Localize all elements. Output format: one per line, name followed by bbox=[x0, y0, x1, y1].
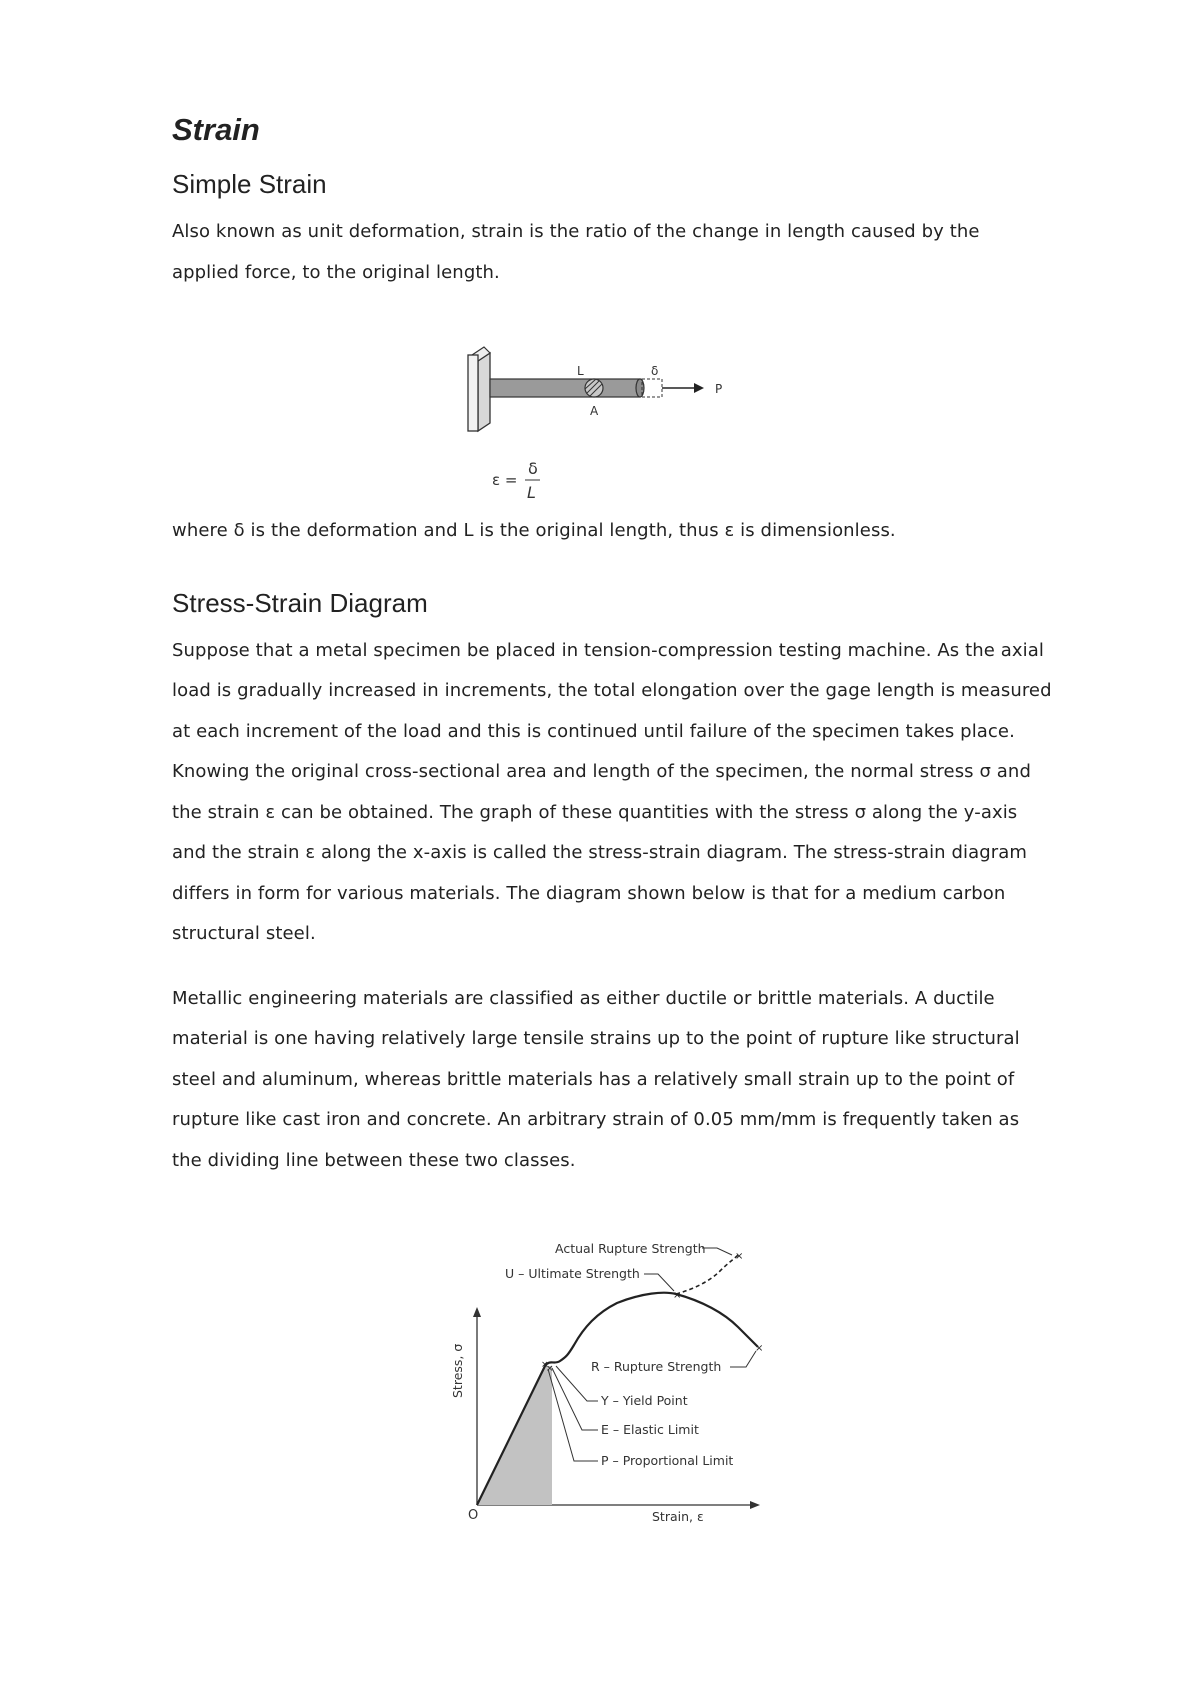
bar-figure bbox=[172, 341, 1052, 503]
paragraph-simple-strain: Also known as unit deformation, strain is the ratio of the change in length caused by the applied force, to the original length. bbox=[172, 221, 980, 283]
marker-elastic: × bbox=[546, 1364, 554, 1374]
formula-lhs: ε = bbox=[492, 471, 518, 489]
wall-face bbox=[468, 355, 478, 431]
document-page bbox=[172, 110, 1052, 1533]
paragraph-strain-explanation: where δ is the deformation and L is the original length, thus ε is dimensionless. bbox=[172, 520, 896, 541]
label-deformation: δ bbox=[651, 364, 659, 378]
label-actual-rupture: Actual Rupture Strength bbox=[555, 1241, 706, 1256]
marker-rupture: × bbox=[755, 1343, 764, 1354]
bar-figure-svg bbox=[172, 341, 1052, 503]
formula-denominator: L bbox=[527, 483, 536, 502]
paragraph-stress-strain-2: Metallic engineering materials are classified as either ductile or brittle materials. A ductile material is one having relatively large tensile strains up to the point of rupture like structural steel and aluminum, whereas brittle materials has a relatively small strain up to the point of rupture like cast iron and concrete. An arbitrary strain of 0.05 mm/mm is frequently taken as the dividing line between these two classes. bbox=[172, 987, 1020, 1171]
leader-proportional bbox=[548, 1369, 598, 1461]
wall-plate bbox=[478, 353, 490, 431]
marker-yield: × bbox=[541, 1360, 549, 1370]
leader-rupture bbox=[730, 1351, 756, 1367]
label-rupture: R – Rupture Strength bbox=[591, 1359, 722, 1374]
marker-ultimate: × bbox=[673, 1290, 682, 1301]
cross-section-circle bbox=[585, 379, 603, 397]
bar-body bbox=[490, 379, 640, 397]
load-arrow-head bbox=[694, 383, 704, 393]
y-axis-label: Stress, σ bbox=[450, 1343, 465, 1398]
y-axis-arrow bbox=[473, 1307, 481, 1317]
label-area: A bbox=[590, 404, 599, 418]
marker-actual-rupture: × bbox=[735, 1251, 744, 1262]
stress-strain-diagram bbox=[172, 1233, 1052, 1533]
label-load: P bbox=[715, 382, 723, 396]
origin-label: O bbox=[468, 1508, 479, 1523]
leader-actual-rupture bbox=[702, 1248, 732, 1255]
deformation-outline bbox=[642, 379, 662, 397]
label-ultimate: U – Ultimate Strength bbox=[505, 1266, 640, 1281]
label-elastic: E – Elastic Limit bbox=[601, 1422, 699, 1437]
x-axis-arrow bbox=[750, 1501, 760, 1509]
x-axis-label: Strain, ε bbox=[652, 1509, 704, 1524]
label-yield: Y – Yield Point bbox=[601, 1393, 688, 1408]
label-length: L bbox=[577, 364, 584, 378]
section-heading-stress-strain: Stress-Strain Diagram bbox=[172, 587, 428, 618]
label-proportional: P – Proportional Limit bbox=[601, 1453, 734, 1468]
section-heading-simple-strain: Simple Strain bbox=[172, 169, 327, 199]
leader-elastic bbox=[552, 1368, 598, 1430]
stress-strain-svg bbox=[172, 1233, 1052, 1533]
leader-ultimate bbox=[644, 1274, 674, 1291]
actual-rupture-curve bbox=[676, 1255, 738, 1294]
bar-end bbox=[636, 379, 644, 397]
paragraph-stress-strain-1: Suppose that a metal specimen be placed in tension-compression testing machine. As the axial load is gradually increased in increments, the total elongation over the gage length is measured at each increment of the load and this is continued until failure of the specimen takes place. Knowing the original cross-sectional area and length of the specimen, the normal stress σ and the strain ε can be obtained. The graph of these quantities with the stress σ along the y-axis and the strain ε along the x-axis is called the stress-strain diagram. The stress-strain diagram differs in form for various materials. The diagram shown below is that for a medium carbon structural steel. bbox=[172, 639, 1052, 944]
page-title: Strain bbox=[172, 112, 260, 147]
formula-numerator: δ bbox=[528, 459, 538, 478]
